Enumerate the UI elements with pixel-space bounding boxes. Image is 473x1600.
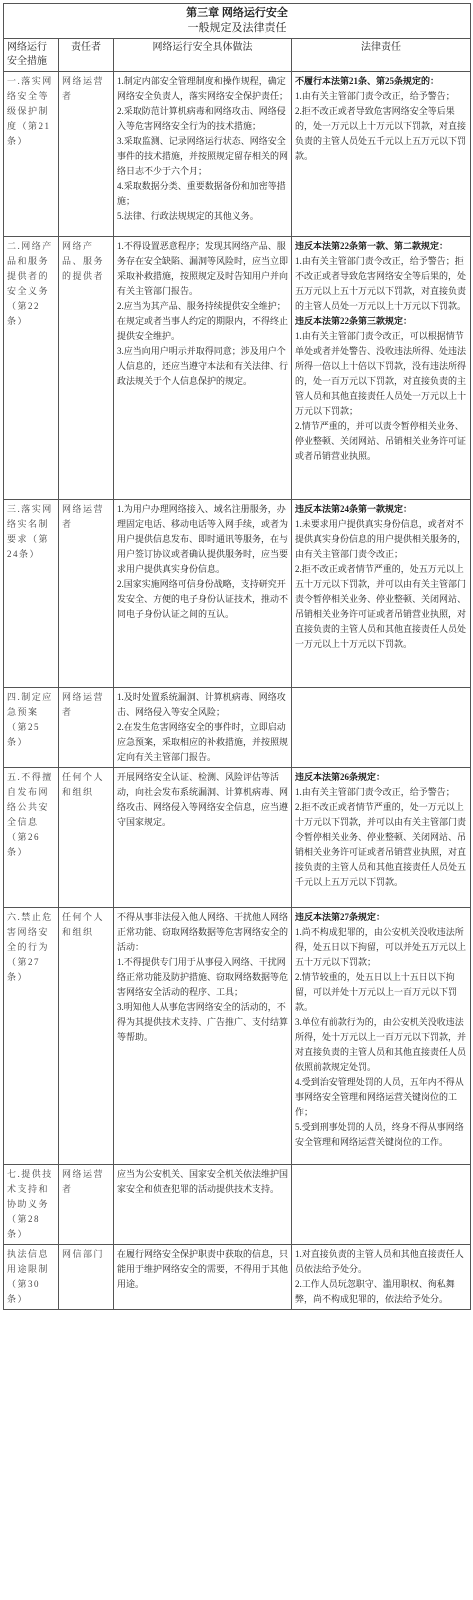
responsible-cell: 网络运营者 bbox=[59, 1165, 114, 1245]
liability-cell bbox=[292, 1165, 471, 1245]
liability-item: 1.由有关主管部门责令改正，给予警告；拒不改正或者导致危害网络安全等后果的，处五万元以上五十万元以下罚款，对直接负责的主管人员处一万元以上十万元以下罚款。 bbox=[295, 256, 467, 311]
practices-cell bbox=[114, 908, 292, 1165]
table-row bbox=[4, 688, 471, 768]
responsible-cell: 网络运营者 bbox=[59, 72, 114, 237]
chapter-title: 第三章 网络运行安全 bbox=[186, 7, 288, 19]
liability-item: 2.拒不改正或者情节严重的，处一万元以上十万元以下罚款，并可以由有关主管部门责令暂停相关业务、停业整顿、关闭网站、吊销相关业务许可证或者吊销营业执照，对直接负责的主管人员和其他直接责任人员处五千元以上五万元以下罚款。 bbox=[295, 802, 467, 887]
practice-item: 不得从事非法侵入他人网络、干扰他人网络正常功能、窃取网络数据等危害网络安全的活动： bbox=[117, 912, 289, 952]
practice-item: 2.采取防范计算机病毒和网络攻击、网络侵入等危害网络安全行为的技术措施； bbox=[117, 106, 286, 131]
liability-item: 2.情节较重的，处五日以上十五日以下拘留，可以并处十万元以上一百万元以下罚款。 bbox=[295, 972, 458, 1012]
practice-item: 1.不得设置恶意程序；发现其网络产品、服务存在安全缺陷、漏洞等风险时，应当立即采取补救措施，按照规定及时告知用户并向有关主管部门报告。 bbox=[117, 241, 289, 296]
liability-heading: 违反本法第26条规定： bbox=[295, 772, 386, 782]
liability-cell bbox=[292, 688, 471, 768]
liability-item: 2.拒不改正或者导致危害网络安全等后果的，处一万元以上十万元以下罚款，对直接负责的主管人员处五千元以上五万元以下罚款。 bbox=[295, 106, 467, 161]
liability-heading: 违反本法第22条第三款规定： bbox=[295, 316, 413, 326]
responsible-cell: 网信部门 bbox=[59, 1245, 114, 1310]
practice-item: 2.在发生危害网络安全的事件时，立即启动应急预案，采取相应的补救措施，并按照规定向有关主管部门报告。 bbox=[117, 722, 289, 762]
liability-cell bbox=[292, 500, 471, 688]
header-measure: 网络运行安全措施 bbox=[4, 39, 59, 72]
table-title-row bbox=[4, 4, 471, 39]
practices-cell bbox=[114, 1245, 292, 1310]
practice-item: 1.不得提供专门用于从事侵入网络、干扰网络正常功能及防护措施、窃取网络数据等危害网络安全活动的程序、工具； bbox=[117, 957, 289, 997]
liability-item: 1.由有关主管部门责令改正，给予警告； bbox=[295, 787, 455, 797]
liability-heading: 违反本法第24条第一款规定： bbox=[295, 504, 413, 514]
practices-cell bbox=[114, 237, 292, 500]
measure-cell: 四.制定应急预案（第25条） bbox=[4, 688, 59, 768]
practices-cell bbox=[114, 688, 292, 768]
liability-item: 5.受到刑事处罚的人员，终身不得从事网络安全管理和网络运营关键岗位的工作。 bbox=[295, 1122, 464, 1147]
liability-cell bbox=[292, 237, 471, 500]
liability-item: 1.由有关主管部门责令改正，可以根据情节单处或者并处警告、没收违法所得、处违法所得一倍以上十倍以下罚款，没有违法所得的，处一百万元以下罚款，对直接负责的主管人员和其他直接责任人员处一万元以上十万元以下罚款； bbox=[295, 331, 467, 416]
practice-item: 3.采取监测、记录网络运行状态、网络安全事件的技术措施，并按照规定留存相关的网络日志不少于六个月； bbox=[117, 136, 289, 176]
liability-item: 1.尚不构成犯罪的，由公安机关没收违法所得，处五日以下拘留，可以并处五万元以上五十万元以下罚款； bbox=[295, 927, 467, 967]
measure-cell: 三.落实网络实名制要求（第24条） bbox=[4, 500, 59, 688]
practices-cell bbox=[114, 768, 292, 908]
header-responsible: 责任者 bbox=[59, 39, 114, 72]
liability-heading: 违反本法第27条规定： bbox=[295, 912, 386, 922]
practice-item: 在履行网络安全保护职责中获取的信息，只能用于维护网络安全的需要，不得用于其他用途。 bbox=[117, 1249, 289, 1289]
practice-item: 4.采取数据分类、重要数据备份和加密等措施； bbox=[117, 181, 286, 206]
liability-item: 1.未要求用户提供真实身份信息，或者对不提供真实身份信息的用户提供相关服务的，由有关主管部门责令改正； bbox=[295, 519, 467, 559]
measure-cell: 七.提供技术支持和协助义务（第28条） bbox=[4, 1165, 59, 1245]
table-row bbox=[4, 1245, 471, 1310]
liability-heading: 违反本法第22条第一款、第二款规定： bbox=[295, 241, 449, 251]
measure-cell: 二.网络产品和服务提供者的安全义务（第22条） bbox=[4, 237, 59, 500]
responsible-cell: 任何个人和组织 bbox=[59, 908, 114, 1165]
liability-item: 4.受到治安管理处罚的人员，五年内不得从事网络安全管理和网络运营关键岗位的工作； bbox=[295, 1077, 464, 1117]
liability-cell bbox=[292, 768, 471, 908]
practice-item: 1.及时处置系统漏洞、计算机病毒、网络攻击、网络侵入等安全风险； bbox=[117, 692, 286, 717]
practice-item: 应当为公安机关、国家安全机关依法维护国家安全和侦查犯罪的活动提供技术支持。 bbox=[117, 1169, 289, 1194]
liability-heading: 不履行本法第21条、第25条规定的： bbox=[295, 76, 440, 86]
cybersecurity-law-table bbox=[3, 3, 471, 1310]
table-row bbox=[4, 768, 471, 908]
responsible-cell: 任何个人和组织 bbox=[59, 768, 114, 908]
practice-item: 3.明知他人从事危害网络安全的活动的，不得为其提供技术支持、广告推广、支付结算等帮助。 bbox=[117, 1002, 289, 1042]
table-row bbox=[4, 908, 471, 1165]
responsible-cell: 网络产品、服务的提供者 bbox=[59, 237, 114, 500]
practices-cell bbox=[114, 1165, 292, 1245]
practice-item: 2.应当为其产品、服务持续提供安全维护；在规定或者当事人约定的期限内，不得终止提供安全维护。 bbox=[117, 301, 289, 341]
measure-cell: 六.禁止危害网络安全的行为（第27条） bbox=[4, 908, 59, 1165]
table-row bbox=[4, 1165, 471, 1245]
responsible-cell: 网络运营者 bbox=[59, 500, 114, 688]
header-practices: 网络运行安全具体做法 bbox=[114, 39, 292, 72]
practice-item: 5.法律、行政法规规定的其他义务。 bbox=[117, 211, 259, 221]
liability-cell bbox=[292, 908, 471, 1165]
table-row bbox=[4, 500, 471, 688]
practices-cell bbox=[114, 500, 292, 688]
table-title bbox=[4, 4, 471, 39]
header-liability: 法律责任 bbox=[292, 39, 471, 72]
liability-cell bbox=[292, 1245, 471, 1310]
liability-cell bbox=[292, 72, 471, 237]
table-row bbox=[4, 237, 471, 500]
measure-cell: 执法信息用途限制（第30条） bbox=[4, 1245, 59, 1310]
liability-item: 1.由有关主管部门责令改正，给予警告； bbox=[295, 91, 455, 101]
liability-item: 2.情节严重的，并可以责令暂停相关业务、停业整顿、关闭网站、吊销相关业务许可证或者吊销营业执照。 bbox=[295, 421, 467, 461]
liability-item: 2.工作人员玩忽职守、滥用职权、徇私舞弊，尚不构成犯罪的，依法给予处分。 bbox=[295, 1279, 455, 1304]
practice-item: 1.为用户办理网络接入、域名注册服务，办理固定电话、移动电话等入网手续，或者为用户提供信息发布、即时通讯等服务，在与用户签订协议或者确认提供服务时，应当要求用户提供真实身份信息。 bbox=[117, 504, 289, 574]
practices-cell bbox=[114, 72, 292, 237]
table-row bbox=[4, 72, 471, 237]
liability-item: 2.拒不改正或者情节严重的，处五万元以上五十万元以下罚款，并可以由有关主管部门责令暂停相关业务、停业整顿、关闭网站、吊销相关业务许可证或者吊销营业执照，对直接负责的主管人员和其他直接责任人员处一万元以上十万元以下罚款。 bbox=[295, 564, 467, 649]
responsible-cell: 网络运营者 bbox=[59, 688, 114, 768]
liability-item: 1.对直接负责的主管人员和其他直接责任人员依法给予处分。 bbox=[295, 1249, 464, 1274]
table-subtitle: 一般规定及法律责任 bbox=[187, 22, 287, 34]
practice-item: 3.应当向用户明示并取得同意；涉及用户个人信息的，还应当遵守本法和有关法律、行政法规关于个人信息保护的规定。 bbox=[117, 346, 289, 386]
header-row bbox=[4, 39, 471, 72]
practice-item: 2.国家实施网络可信身份战略，支持研究开发安全、方便的电子身份认证技术，推动不同电子身份认证之间的互认。 bbox=[117, 579, 289, 619]
practice-item: 开展网络安全认证、检测、风险评估等活动，向社会发布系统漏洞、计算机病毒、网络攻击、网络侵入等网络安全信息，应当遵守国家规定。 bbox=[117, 772, 289, 827]
measure-cell: 五.不得擅自发布网络公共安全信息（第26条） bbox=[4, 768, 59, 908]
liability-item: 3.单位有前款行为的，由公安机关没收违法所得，处十万元以上一百万元以下罚款，并对直接负责的主管人员和其他直接责任人员依照前款规定处罚。 bbox=[295, 1017, 467, 1072]
practice-item: 1.制定内部安全管理制度和操作规程，确定网络安全负责人，落实网络安全保护责任； bbox=[117, 76, 289, 101]
table-body bbox=[4, 72, 471, 1310]
measure-cell: 一.落实网络安全等级保护制度（第21条） bbox=[4, 72, 59, 237]
